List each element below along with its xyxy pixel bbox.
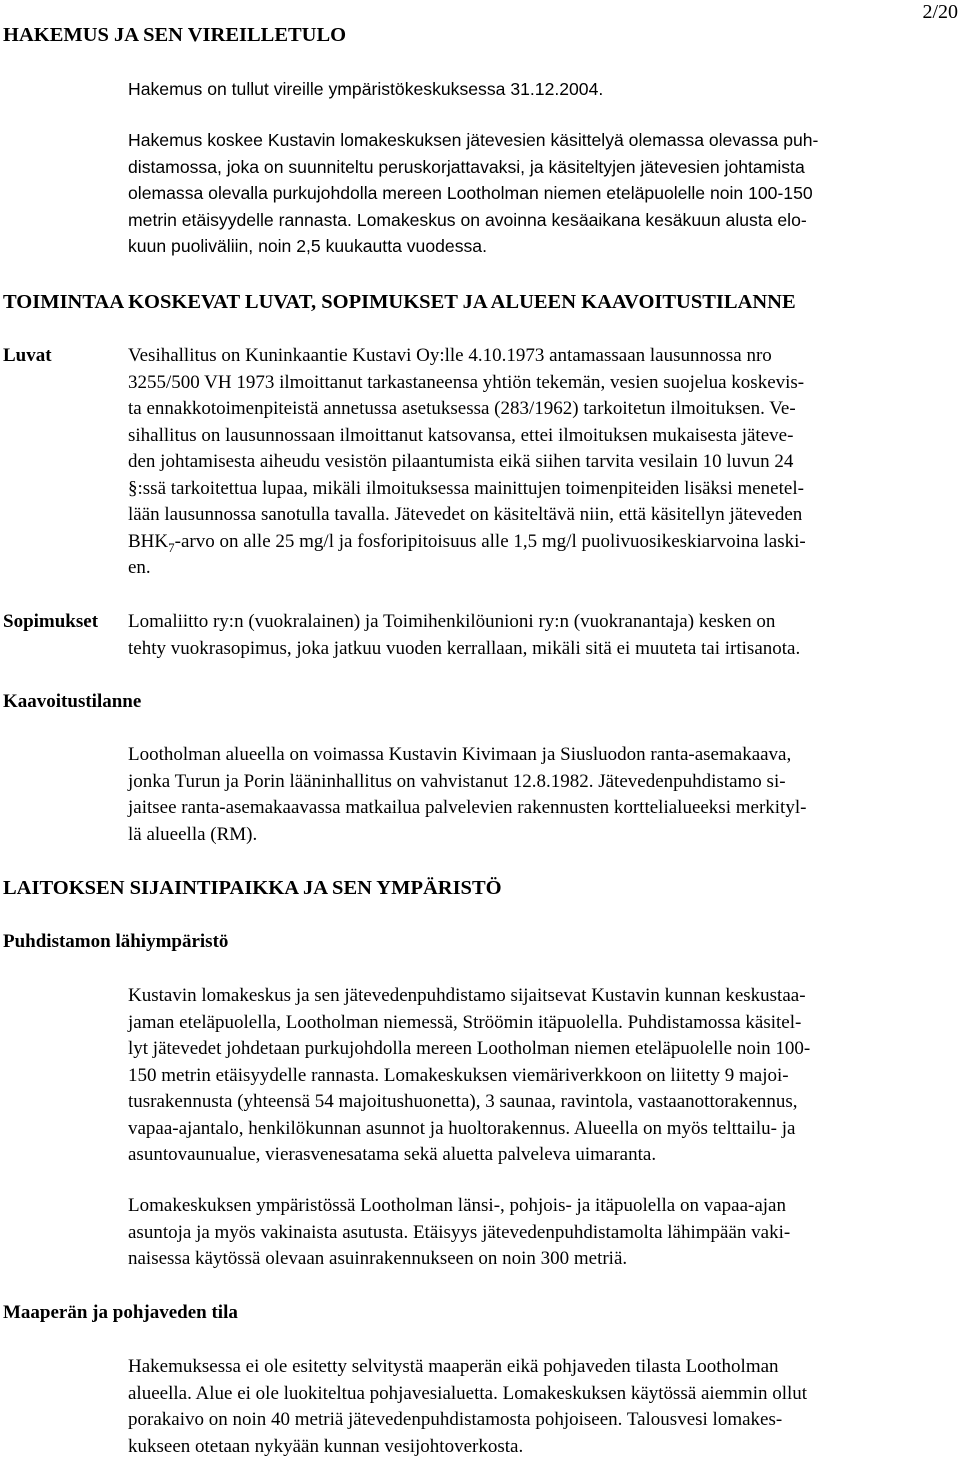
soil-groundwater-paragraph: Hakemuksessa ei ole esitetty selvitystä maaperän eikä pohjaveden tilasta Lootholman alueella. Alue ei ole luokiteltua pohjavesialuetta. Lomakeskuksen käytössä aiemmin ollut porakaivo on noin 40 metriä jätevedenpuhdistamosta pohjoiseen. Talousvesi lomakes- kukseen otetaan nykyään kunnan vesijohtoverkosta. bbox=[128, 1356, 808, 1457]
section-heading-permits: TOIMINTAA KOSKEVAT LUVAT, SOPIMUKSET JA ALUEEN KAAVOITUSTILANNE bbox=[3, 291, 796, 313]
section-heading-application: HAKEMUS JA SEN VIREILLETULO bbox=[3, 24, 347, 46]
side-label-kaavoitustilanne: Kaavoitustilanne bbox=[3, 691, 142, 712]
surroundings-paragraph-1: Kustavin lomakeskus ja sen jätevedenpuhdistamo sijaitsevat Kustavin kunnan keskustaa- jaman eteläpuolella, Lootholman niemessä, Ströömin itäpuolella. Puhdistamossa käsitel- lyt jätevedet johdetaan purkujohdolla mereen Lootholman niemen eteläpuolelle noin 100- 150 metrin etäisyydelle rannasta. Lomakeskuksen viemäriverkkoon on liitetty 9 majoi- tusrakennusta (yhteensä 54 majoitushuonetta), 3 saunaa, ravintola, vastaanottorakennus, vapaa-ajantalo, henkilökunnan asunnot ja huoltorakennus. Alueella on myös telttailu- ja asuntovaunualue, vierasvenesatama sekä aluetta palveleva uimaranta. bbox=[128, 985, 811, 1165]
surroundings-paragraph-2: Lomakeskuksen ympäristössä Lootholman länsi-, pohjois- ja itäpuolella on vapaa-ajan asuntoja ja myös vakinaista asutusta. Etäisyys jätevedenpuhdistamolta lähimpään vaki- naisessa käytössä olevaan asuinrakennukseen on noin 300 metriä. bbox=[128, 1195, 791, 1269]
subheading-plant-surroundings: Puhdistamon lähiympäristö bbox=[3, 931, 229, 952]
application-description: Hakemus koskee Kustavin lomakeskuksen jätevesien käsittelyä olemassa olevassa puh- distamossa, joka on suunniteltu peruskorjattavaksi, ja käsiteltyjen jätevesien johtamista olemassa olevalla purkujohdolla mereen Lootholman niemen eteläpuolelle noin 100-150 metrin etäisyydelle rannasta. Lomakeskus on avoinna kesäaikana kesäkuun alusta elo- kuun puoliväliin, noin 2,5 kuukautta vuodessa. bbox=[128, 130, 819, 256]
page-number: 2/20 bbox=[922, 1, 958, 23]
filed-statement: Hakemus on tullut vireille ympäristökeskuksessa 31.12.2004. bbox=[128, 79, 604, 99]
bhk-subscript: 7 bbox=[168, 539, 175, 555]
side-label-luvat: Luvat bbox=[3, 345, 52, 366]
section-heading-location: LAITOKSEN SIJAINTIPAIKKA JA SEN YMPÄRISTÖ bbox=[3, 877, 502, 899]
agreements-paragraph: Lomaliitto ry:n (vuokralainen) ja Toimihenkilöunioni ry:n (vuokranantaja) kesken on tehty vuokrasopimus, joka jatkuu vuoden kerrallaan, mikäli sitä ei muuteta tai irtisanota. bbox=[128, 611, 801, 659]
permits-paragraph: Vesihallitus on Kuninkaantie Kustavi Oy:lle 4.10.1973 antamassaan lausunnossa nro 3255/500 VH 1973 ilmoittanut tarkastaneensa yhtiön tekemän, vesien suojelua koskevis- ta ennakkotoimenpiteistä annetussa asetuksessa (283/1962) tarkoitetun ilmoituksen. Ve- sihallitus on lausunnossaan ilmoittanut katsovansa, ettei ilmoituksen mukaisesta jäteve- den johtamisesta aiheudu vesistön pilaantumista eikä siihen tarvita vesilain 10 luvun 24 §:ssä tarkoitettua lupaa, mikäli ilmoituksessa mainittujen toimenpiteiden lisäksi menetel- lään lausunnossa sanotulla tavalla. Jätevedet on käsiteltävä niin, että käsitellyn jäteveden $BHK_7$-arvo on alle 25 mg/l ja fosforipitoisuus alle 1,5 mg/l puolivuosikeskiarvoina laski- en. bbox=[128, 345, 806, 578]
side-label-sopimukset: Sopimukset bbox=[3, 611, 99, 632]
subheading-soil-groundwater: Maaperän ja pohjaveden tila bbox=[3, 1302, 238, 1323]
zoning-paragraph: Lootholman alueella on voimassa Kustavin Kivimaan ja Siusluodon ranta-asemakaava, jonka Turun ja Porin lääninhallitus on vahvistanut 12.8.1982. Jätevedenpuhdistamo si- jaitsee ranta-asemakaavassa matkailua palvelevien rakennusten korttelialueeksi merkityl- lä alueella (RM). bbox=[128, 744, 807, 845]
